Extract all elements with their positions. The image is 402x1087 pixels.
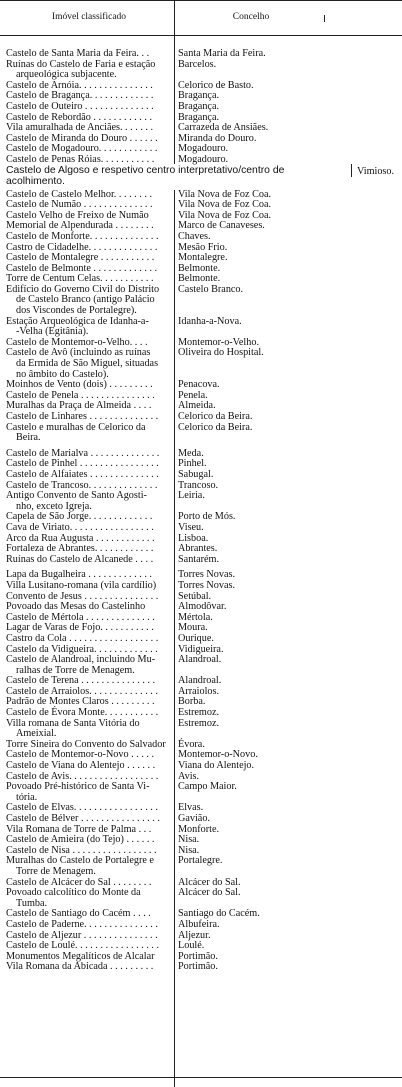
concelho-cell: Moura. xyxy=(178,622,208,634)
concelho-cell: Mogadouro. xyxy=(178,143,229,155)
imovel-cell xyxy=(6,423,170,444)
imovel-cell xyxy=(6,285,170,317)
imovel-line: de Castelo Branco (antigo Palácio xyxy=(16,294,155,306)
table-row xyxy=(0,348,402,380)
table-body xyxy=(0,49,402,973)
imovel-line: Castelo de Montemor-o-Novo . . . . . xyxy=(6,749,155,761)
concelho-cell: Almodôvar. xyxy=(178,601,227,613)
concelho-cell: Trancoso. xyxy=(178,479,219,491)
concelho-cell: Torres Novas. xyxy=(178,579,236,591)
imovel-line: Castelo de Trancoso. . . . . . . . . . . . . . xyxy=(6,479,158,491)
concelho-cell: Sabugal. xyxy=(178,469,214,480)
imovel-line: Castelo de Alcácer do Sal . . . . . . . . xyxy=(6,876,152,888)
imovel-cell xyxy=(6,555,170,566)
imovel-line: Beira. xyxy=(16,432,41,444)
imovel-line: dos Viscondes de Portalegre). xyxy=(16,305,137,317)
concelho-cell: Torres Novas. xyxy=(178,569,236,581)
concelho-cell: Alandroal. xyxy=(178,654,222,666)
imovel-line: Castelo de Viana do Alentejo . . . . . . xyxy=(6,760,156,772)
concelho-cell: Portalegre. xyxy=(178,855,223,867)
imovel-cell xyxy=(6,888,170,909)
imovel-line: Castelo de Paderne. . . . . . . . . . . . . . . xyxy=(6,918,158,930)
concelho-cell: Campo Maior. xyxy=(178,781,237,793)
imovel-line: Castelo de Pinhel . . . . . . . . . . . . . . . . xyxy=(6,458,159,470)
concelho-cell: Loulé. xyxy=(178,940,205,952)
imovel-line: Castelo de Penela . . . . . . . . . . . . . . . xyxy=(6,389,155,401)
table-row xyxy=(0,888,402,909)
concelho-cell: Bragança. xyxy=(178,90,220,102)
concelho-cell: Borba. xyxy=(178,696,206,708)
imovel-line: Ameixial. xyxy=(16,728,57,740)
concelho-cell: Montemor-o-Novo. xyxy=(178,749,258,761)
imovel-line: Castelo de Loulé. . . . . . . . . . . . . . . . . xyxy=(6,940,160,952)
table-row xyxy=(0,470,402,481)
imovel-cell xyxy=(6,920,170,931)
imovel-line: Padrão de Montes Claros . . . . . . . . . xyxy=(6,696,155,708)
concelho-cell: Chaves. xyxy=(178,230,211,242)
concelho-cell: Oliveira do Hospital. xyxy=(178,347,264,359)
concelho-cell: Portimão. xyxy=(178,961,218,973)
imovel-line: Castelo de Avis. . . . . . . . . . . . . . . . . . xyxy=(6,770,159,782)
concelho-cell: Porto de Mós. xyxy=(178,511,236,523)
imovel-cell xyxy=(6,232,170,243)
concelho-cell: Abrantes. xyxy=(178,543,218,555)
imovel-line: Castelo e muralhas de Celorico da xyxy=(6,421,146,433)
imovel-line: Monumentos Megalíticos de Alcalar xyxy=(6,950,155,962)
imovel-line: Castelo de Terena . . . . . . . . . . . . . . . xyxy=(6,675,156,687)
concelho-cell: Leiria. xyxy=(178,490,205,502)
header-tick xyxy=(324,15,325,22)
table-row xyxy=(0,581,402,592)
concelho-cell: Vimioso. xyxy=(357,165,395,177)
concelho-cell: Vidigueira. xyxy=(178,643,224,655)
concelho-cell: Mogadouro. xyxy=(178,153,229,165)
table-row xyxy=(0,285,402,317)
imovel-line: Castelo de Elvas. . . . . . . . . . . . . . . . . xyxy=(6,802,158,814)
concelho-cell: Penacova. xyxy=(178,379,220,391)
concelho-cell: Alandroal. xyxy=(178,675,222,687)
imovel-line: ralhas de Torre de Menagem. xyxy=(16,664,135,676)
imovel-line: Castelo de Santa Maria da Feira. . . xyxy=(6,48,150,59)
concelho-cell: Estremoz. xyxy=(178,717,220,729)
concelho-cell: Lisboa. xyxy=(178,532,209,544)
concelho-cell: Monforte. xyxy=(178,823,220,835)
concelho-cell: Aljezur. xyxy=(178,929,211,941)
imovel-line: Castelo de Alfaiates . . . . . . . . . . . . . . xyxy=(6,469,159,480)
concelho-cell: Penela. xyxy=(178,389,208,401)
imovel-line: Ruínas do Castelo de Faria e estação xyxy=(6,58,156,70)
concelho-cell: Almeida. xyxy=(178,400,216,412)
concelho-cell: Miranda do Douro. xyxy=(178,132,257,144)
imovel-line: no âmbito do Castelo). xyxy=(16,368,109,380)
imovel-line: Capela de São Jorge. . . . . . . . . . . . . xyxy=(6,511,153,523)
imovel-line: Castelo de Monforte. . . . . . . . . . . . . . xyxy=(6,230,159,242)
imovel-line: Vila amuralhada de Anciães. . . . . . . xyxy=(6,122,154,134)
imovel-cell xyxy=(6,581,170,592)
imovel-line: Vila Romana de Torre de Palma . . . xyxy=(6,823,152,835)
concelho-cell: Alcácer do Sal. xyxy=(178,876,241,888)
concelho-cell: Arraiolos. xyxy=(178,685,220,697)
table-row xyxy=(0,856,402,877)
imovel-line: Castelo de Penas Róias. . . . . . . . . . . xyxy=(6,153,155,165)
table-header xyxy=(0,0,402,36)
concelho-cell: Belmonte. xyxy=(178,273,221,285)
imovel-line: Villa romana de Santa Vitória do xyxy=(6,717,140,729)
imovel-line: Povoado Pré-histórico de Santa Vi- xyxy=(6,781,150,793)
concelho-cell: Bragança. xyxy=(178,111,220,123)
concelho-cell: Elvas. xyxy=(178,802,204,814)
imovel-cell xyxy=(6,782,170,803)
imovel-line: arqueológica subjacente. xyxy=(16,69,117,81)
concelho-cell: Castelo Branco. xyxy=(178,283,244,295)
concelho-cell: Gavião. xyxy=(178,813,210,824)
imovel-line: Castelo de Amieira (do Tejo) . . . . . . xyxy=(6,834,155,846)
table-row xyxy=(0,102,402,113)
imovel-line: Castelo de Bélver . . . . . . . . . . . . . . . . xyxy=(6,813,160,824)
imovel-line: Memorial de Alpendurada . . . . . . . . xyxy=(6,220,154,232)
imovel-cell xyxy=(6,102,170,113)
imovel-line: Torre Sineira do Convento do Salvador xyxy=(6,738,166,750)
concelho-cell: Belmonte. xyxy=(178,262,221,274)
imovel-line: -Velha (Egitânia). xyxy=(16,326,89,338)
concelho-cell: Montalegre. xyxy=(178,252,228,264)
table-row xyxy=(0,60,402,81)
imovel-line: Castelo Velho de Freixo de Numão xyxy=(6,209,149,221)
concelho-cell: Albufeira. xyxy=(178,918,220,930)
imovel-line: Villa Lusitano-romana (vila cardílio) xyxy=(6,579,157,591)
table-row xyxy=(0,719,402,740)
imovel-cell xyxy=(6,655,170,676)
imovel-cell xyxy=(6,60,170,81)
imovel-cell xyxy=(6,49,170,60)
concelho-cell: Marco de Canaveses. xyxy=(178,220,265,232)
imovel-line: nho, exceto Igreja. xyxy=(16,500,92,512)
imovel-line: Castelo de Mértola . . . . . . . . . . . . . . xyxy=(6,611,155,623)
concelho-cell: Montemor-o-Velho. xyxy=(178,336,259,348)
imovel-line: Convento de Jesus . . . . . . . . . . . . . . . xyxy=(6,590,159,602)
concelho-cell: Setúbal. xyxy=(178,590,212,602)
imovel-line: Castelo de Arraiolos. . . . . . . . . . . . . . xyxy=(6,685,158,697)
imovel-line: Fortaleza de Abrantes. . . . . . . . . . . . xyxy=(6,543,154,555)
imovel-line: Torre de Menagem. xyxy=(16,865,96,877)
concelho-cell: Bragança. xyxy=(178,100,220,112)
concelho-cell: Nisa. xyxy=(178,834,200,846)
concelho-cell: Vila Nova de Foz Coa. xyxy=(178,188,272,200)
table-row-algoso xyxy=(0,166,402,190)
concelho-cell: Idanha-a-Nova. xyxy=(178,315,242,327)
document-table xyxy=(0,0,402,36)
imovel-line: Edifício do Governo Civil do Distrito xyxy=(6,283,160,295)
table-row xyxy=(0,232,402,243)
imovel-line: Muralhas da Praça de Almeida . . . . xyxy=(6,400,152,412)
concelho-cell: Celorico de Basto. xyxy=(178,79,254,91)
imovel-line: Castelo de Arnóia. . . . . . . . . . . . . . . xyxy=(6,79,153,91)
imovel-line: Muralhas do Castelo de Portalegre e xyxy=(6,855,154,867)
table-row xyxy=(0,655,402,676)
imovel-line: Castelo de Santiago do Cacém . . . . xyxy=(6,908,151,920)
concelho-cell: Portimão. xyxy=(178,950,218,962)
imovel-line: Castelo de Bragança. . . . . . . . . . . . . xyxy=(6,90,154,102)
imovel-cell xyxy=(6,470,170,481)
concelho-cell: Vila Nova de Foz Coa. xyxy=(178,199,272,211)
table-row xyxy=(0,782,402,803)
concelho-cell: Viseu. xyxy=(178,521,204,533)
imovel-line: da Ermida de São Miguel, situadas xyxy=(16,358,159,370)
table-row xyxy=(0,920,402,931)
imovel-line: Tumba. xyxy=(16,897,48,909)
imovel-line: Castelo de Numão . . . . . . . . . . . . . . xyxy=(6,199,153,211)
concelho-cell: Mesão Frio. xyxy=(178,241,228,253)
imovel-line: Castelo de Montalegre . . . . . . . . . . . xyxy=(6,252,155,264)
imovel-line: Arco da Rua Augusta . . . . . . . . . . . . xyxy=(6,532,155,544)
imovel-line: Povoado das Mesas do Castelinho xyxy=(6,601,146,613)
header-concelho: Concelho xyxy=(232,12,270,22)
imovel-cell xyxy=(6,348,170,380)
imovel-line: Castro da Cola . . . . . . . . . . . . . . . . . . xyxy=(6,632,159,644)
table-row xyxy=(0,49,402,60)
imovel-cell: Castelo de Algoso e respetivo centro interpretativo/centro de acolhimento. xyxy=(6,164,285,188)
imovel-line: Castelo de Castelo Melhor. . . . . . . . xyxy=(6,188,153,200)
column-divider-short xyxy=(351,164,352,177)
concelho-cell: Carrazeda de Ansiães. xyxy=(178,122,269,134)
imovel-line: Castelo de Linhares . . . . . . . . . . . . . . xyxy=(6,411,159,423)
concelho-cell: Santa Maria da Feira. xyxy=(178,48,266,59)
imovel-line: Castelo de Belmonte . . . . . . . . . . . . . xyxy=(6,262,158,274)
imovel-cell xyxy=(6,719,170,740)
table-row xyxy=(0,634,402,645)
concelho-cell: Alcácer do Sal. xyxy=(178,887,241,899)
table-bottom-rule xyxy=(0,1077,402,1078)
imovel-line: Castelo de Montemor-o-Velho. . . . xyxy=(6,336,148,348)
concelho-cell: Mértola. xyxy=(178,611,213,623)
concelho-cell: Celorico da Beira. xyxy=(178,411,253,423)
imovel-cell xyxy=(6,491,170,512)
imovel-line: tória. xyxy=(16,791,38,803)
concelho-cell: Évora. xyxy=(178,738,205,750)
imovel-line: Cava de Viriato. . . . . . . . . . . . . . . . . xyxy=(6,521,154,533)
header-imovel-classificado: Imóvel classificado xyxy=(51,12,127,22)
imovel-line: Castelo de Avô (incluindo as ruínas xyxy=(6,347,151,359)
concelho-cell: Vila Nova de Foz Coa. xyxy=(178,209,272,221)
table-row xyxy=(0,491,402,512)
table-row xyxy=(0,555,402,566)
concelho-cell: Pinhel. xyxy=(178,458,207,470)
concelho-cell: Santarém. xyxy=(178,553,220,565)
imovel-line: Castelo de Rebordão . . . . . . . . . . . . xyxy=(6,111,152,123)
imovel-line: Lagar de Varas de Fojo. . . . . . . . . . . xyxy=(6,622,154,634)
imovel-line: Castelo de Aljezur . . . . . . . . . . . . . . . xyxy=(6,929,158,941)
imovel-line: Povoado calcolítico do Monte da xyxy=(6,887,141,899)
imovel-line: Ruínas do Castelo de Alcanede . . . . xyxy=(6,553,154,565)
imovel-cell xyxy=(6,962,170,973)
imovel-cell xyxy=(6,856,170,877)
concelho-cell: Meda. xyxy=(178,447,204,459)
concelho-cell: Estremoz. xyxy=(178,707,220,719)
table-row xyxy=(0,814,402,825)
imovel-line: Castelo de Outeiro . . . . . . . . . . . . . . xyxy=(6,100,154,112)
concelho-cell: Santiago do Cacém. xyxy=(178,908,260,920)
imovel-line: Vila Romana da Abicada . . . . . . . . . xyxy=(6,961,154,973)
imovel-cell xyxy=(6,814,170,825)
concelho-cell: Viana do Alentejo. xyxy=(178,760,255,772)
imovel-line: Estação Arqueológica de Idanha-a- xyxy=(6,315,149,327)
imovel-line: Lapa da Bugalheira . . . . . . . . . . . . . xyxy=(6,569,152,581)
imovel-cell xyxy=(6,317,170,338)
concelho-cell: Celorico da Beira. xyxy=(178,421,253,433)
table-row xyxy=(0,523,402,534)
table-row xyxy=(0,423,402,444)
imovel-line: Castelo de Évora Monte. . . . . . . . . . . xyxy=(6,707,159,719)
concelho-cell: Avis. xyxy=(178,770,200,782)
table-row xyxy=(0,317,402,338)
imovel-line: Castro de Cidadelhe. . . . . . . . . . . . . . xyxy=(6,241,158,253)
imovel-line: Castelo da Vidigueira. . . . . . . . . . . . . xyxy=(6,643,158,655)
imovel-line: Antigo Convento de Santo Agosti- xyxy=(6,490,147,502)
imovel-cell xyxy=(6,523,170,534)
concelho-cell: Nisa. xyxy=(178,844,200,856)
concelho-cell: Ourique. xyxy=(178,632,214,644)
imovel-line: Torre de Centum Celas. . . . . . . . . . . xyxy=(6,273,154,285)
imovel-cell xyxy=(6,634,170,645)
imovel-line: Moinhos de Vento (dois) . . . . . . . . . xyxy=(6,379,153,391)
imovel-line: Castelo de Miranda do Douro . . . . . . xyxy=(6,132,158,144)
imovel-line: Castelo de Nisa . . . . . . . . . . . . . . . . . xyxy=(6,844,157,856)
imovel-line: Castelo de Marialva . . . . . . . . . . . . . . xyxy=(6,447,160,459)
imovel-line: Castelo de Alandroal, incluindo Mu- xyxy=(6,654,156,666)
table-row xyxy=(0,962,402,973)
imovel-line: Castelo de Mogadouro. . . . . . . . . . . . xyxy=(6,143,158,155)
concelho-cell: Barcelos. xyxy=(178,58,217,70)
